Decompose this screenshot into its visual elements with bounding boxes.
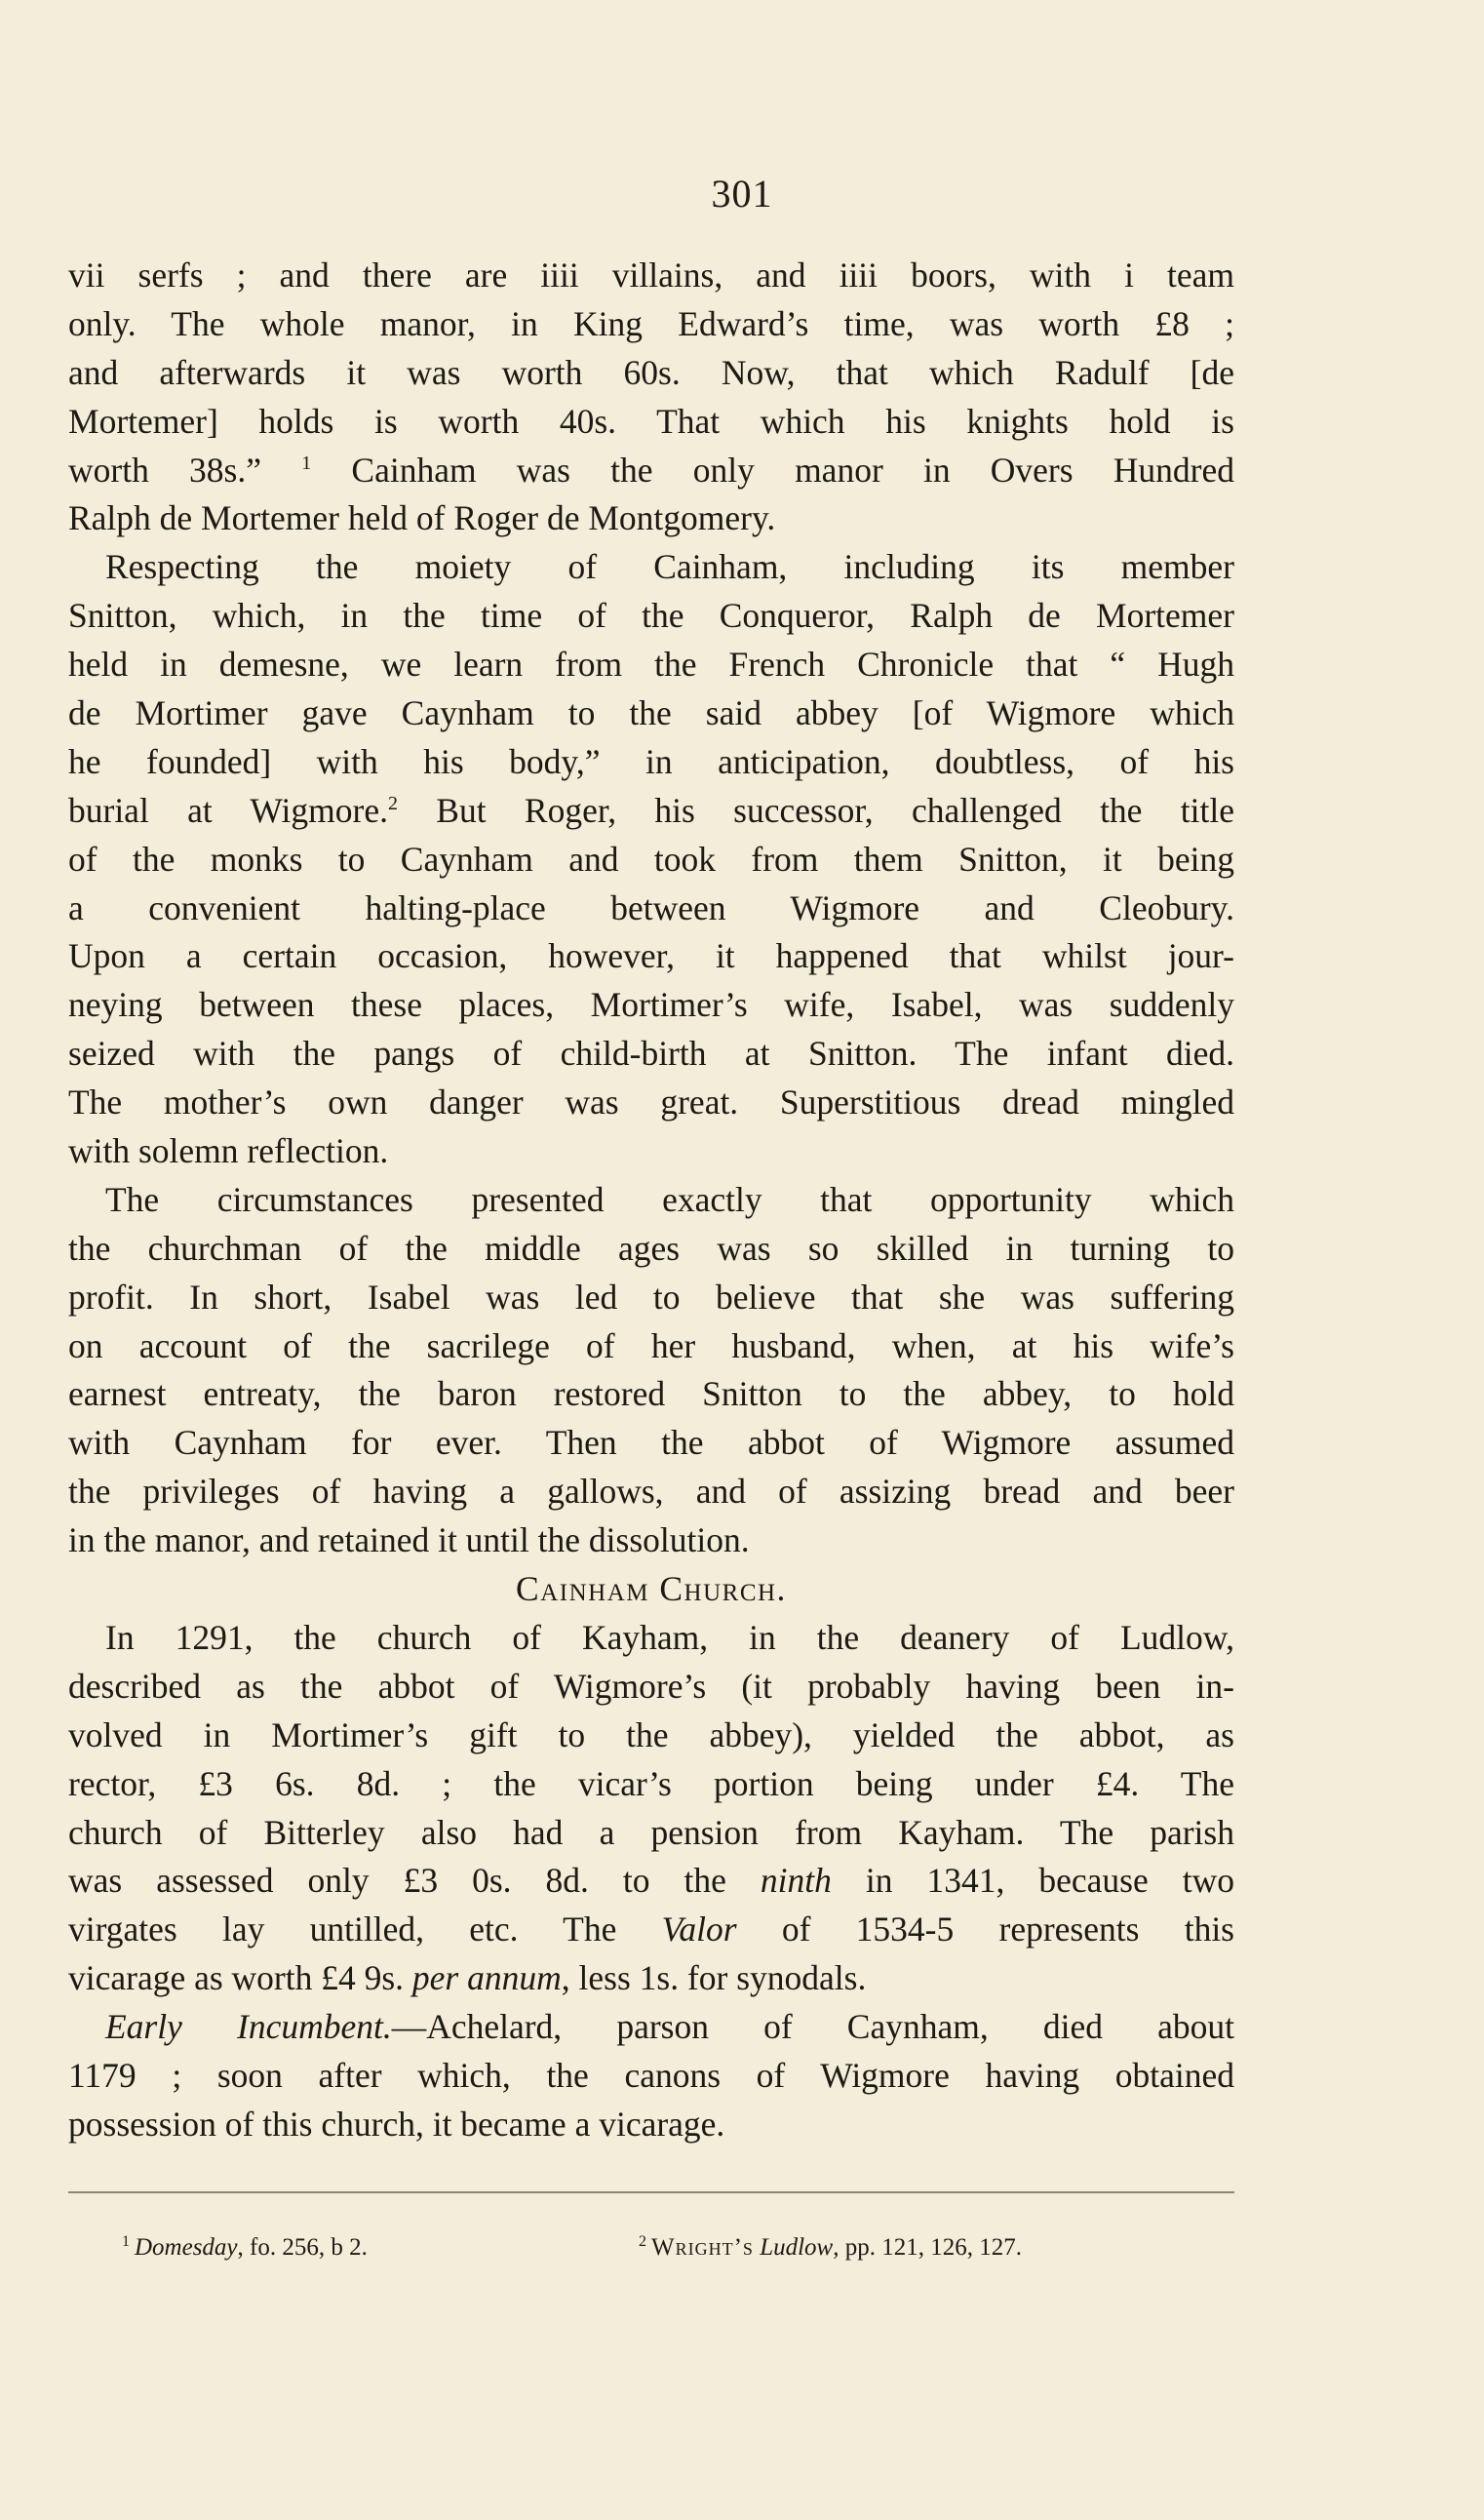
text-line: neying between these places, Mortimer’s wife, Isabel, was suddenly — [68, 985, 1234, 1025]
text-line: Ralph de Mortemer held of Roger de Montgomery. — [68, 498, 776, 538]
text-line: he founded] with his body,” in anticipation, doubtless, of his — [68, 741, 1234, 781]
text-line: The mother’s own danger was great. Superstitious dread mingled — [68, 1083, 1234, 1122]
text-line: virgates lay untilled, etc. The Valor of 1534-5 represents this — [68, 1910, 1235, 1949]
text-line: de Mortimer gave Caynham to the said abbey [of Wigmore which — [68, 693, 1234, 733]
text-line: and afterwards it was worth 60s. Now, that which Radulf [de — [68, 352, 1234, 392]
text-line: Early Incumbent.—Achelard, parson of Caynham, died about — [105, 2007, 1234, 2047]
footnote-2-number: 2 — [639, 2232, 646, 2250]
text-line: the privileges of having a gallows, and of assizing bread and beer — [68, 1472, 1234, 1512]
footnote-2-author: Wright’s — [651, 2234, 754, 2261]
text-line: with solemn reflection. — [68, 1131, 389, 1171]
text-line: described as the abbot of Wigmore’s (it probably having been in- — [68, 1666, 1234, 1706]
text-line: profit. In short, Isabel was led to believe that she was suffering — [68, 1277, 1234, 1317]
text-line: Mortemer] holds is worth 40s. That which his knights hold is — [68, 401, 1234, 441]
text-line: The circumstances presented exactly that opportunity which — [105, 1179, 1234, 1219]
footnote-2 — [639, 2230, 1022, 2265]
text-line: Upon a certain occasion, however, it happened that whilst jour- — [68, 936, 1234, 976]
text-line: a convenient halting-place between Wigmore and Cleobury. — [68, 887, 1234, 927]
footnote-1-title: Domesday — [135, 2234, 238, 2261]
page-number: 301 — [711, 172, 773, 216]
text-line: only. The whole manor, in King Edward’s time, was worth £8 ; — [68, 303, 1234, 343]
body-text — [68, 252, 1234, 2149]
text-line: with Caynham for ever. Then the abbot of Wigmore assumed — [68, 1423, 1234, 1463]
footnote-1-number: 1 — [122, 2232, 130, 2250]
section-heading: Cainham Church. — [516, 1569, 787, 1609]
text-line: the churchman of the middle ages was so skilled in turning to — [68, 1228, 1234, 1268]
footnote-rule — [68, 2191, 1234, 2193]
text-line: vicarage as worth £4 9s. per annum, less 1s. for synodals. — [68, 1958, 867, 1998]
text-line: worth 38s.” $^1$ Cainham was the only manor in Overs Hundred — [68, 450, 1234, 490]
text-line: seized with the pangs of child-birth at Snitton. The infant died. — [68, 1034, 1234, 1074]
text-line: in the manor, and retained it until the dissolution. — [68, 1520, 750, 1560]
text-line: held in demesne, we learn from the French Chronicle that “ Hugh — [68, 645, 1234, 685]
text-line: volved in Mortimer’s gift to the abbey), yielded the abbot, as — [68, 1714, 1234, 1754]
footnote-1-ref: , fo. 256, b 2. — [237, 2234, 368, 2261]
text-line: earnest entreaty, the baron restored Snitton to the abbey, to hold — [68, 1374, 1234, 1414]
text-line: on account of the sacrilege of her husband, when, at his wife’s — [68, 1325, 1234, 1365]
text-line: Snitton, which, in the time of the Conqueror, Ralph de Mortemer — [68, 596, 1234, 636]
text-line: vii serfs ; and there are iiii villains, and iiii boors, with i team — [68, 256, 1234, 295]
text-line: possession of this church, it became a vicarage. — [68, 2104, 725, 2144]
footnote-2-title: Ludlow — [760, 2234, 834, 2261]
footnote-1 — [122, 2230, 368, 2265]
text-line: was assessed only £3 0s. 8d. to the ninth in 1341, because two — [68, 1861, 1234, 1901]
text-line: Respecting the moiety of Cainham, including its member — [105, 547, 1234, 587]
text-line: burial at Wigmore.$^2$ But Roger, his successor, challenged the title — [68, 790, 1234, 830]
text-line: 1179 ; soon after which, the canons of Wigmore having obtained — [68, 2055, 1234, 2095]
text-line: church of Bitterley also had a pension from Kayham. The parish — [68, 1812, 1234, 1852]
text-line: of the monks to Caynham and took from them Snitton, it being — [68, 839, 1234, 879]
text-line: In 1291, the church of Kayham, in the deanery of Ludlow, — [105, 1617, 1234, 1657]
footnote-2-ref: , pp. 121, 126, 127. — [833, 2234, 1022, 2261]
text-line: rector, £3 6s. 8d. ; the vicar’s portion being under £4. The — [68, 1763, 1234, 1803]
